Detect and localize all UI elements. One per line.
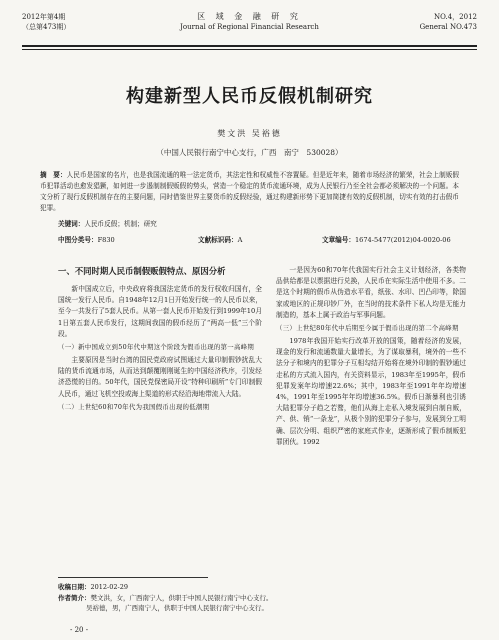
journal-name-en: Journal of Regional Financial Research	[180, 23, 319, 31]
abstract-label: 摘 要：	[40, 171, 67, 179]
page-number: - 20 -	[70, 626, 89, 634]
clc-value: F830	[97, 236, 115, 244]
paragraph: 一是因为60和70年代我国实行社会主义计划经济，各类物品供给都是以票据进行兑换，人民币在实际生活中使用不多。二是这个时期的假币从伪造水平看，纸张、水印、凹凸印等，除国家或地区的正规印钞厂外，在当时的技术条件下私人均是无能力制造的，基本上属于政治与军事问题。	[276, 266, 466, 319]
article-authors: 樊文洪 吴裕德	[217, 129, 282, 138]
journal-name	[22, 12, 477, 32]
abstract	[40, 170, 459, 214]
author-affiliation: （中国人民银行南宁中心支行，广西 南宁 530028）	[156, 148, 343, 157]
subsection-heading: （一）新中国成立到50年代中期这个阶段为假币出现的第一高峰期	[58, 343, 255, 352]
bio-first: 樊文洪，女，广西南宁人，供职于中国人民银行南宁中心支行。	[90, 593, 273, 602]
author-bio-second: 吴裕德，男，广西南宁人，供职于中国人民银行南宁中心支行。	[86, 604, 268, 612]
footnote	[58, 582, 273, 614]
paragraph: 1978年我国开始实行改革开放的国策，随着经济的发展，现金的发行和流通数量大量增长，为了谋取暴利，境外的一些不法分子和境内的犯罪分子互相勾结开始将在境外印制的假钞通过走私的方式流入国内，有关资料显示，1983年至1995年，假币犯罪发案年均增速22.6%；其中，1983年至1991年年均增速4%，1991年至1995年年均增速36.5%。假币日渐暴利也引诱大陆犯罪分子趋之若鹜，他们从海上走私入境发展到自制自贩，产、供、销“一条龙”，从极个别的犯罪分子参与，发展到分工明确、层次分明、组织严密的家庭式作业，逐渐形成了假币制贩犯罪团伙。1992	[276, 337, 466, 446]
issue-number: 2012年第4期	[22, 13, 66, 21]
paragraph: 主要原因是当时台湾的国民党政府试图通过大量印制假钞扰乱大陆的货币流通市场，从而达到颠覆刚刚诞生的中国经济秩序，引发经济恐慌的目的。50年代，国民党保密局开设“特种印刷所”专门印制假人民币，通过飞机空投或海上渠道的形式经沿海地带流入大陆。	[58, 356, 262, 398]
issue-number-en: NO.4，2012	[434, 13, 477, 21]
header-rule-thin	[22, 49, 477, 50]
abstract-text: 人民币是国家的名片，也是我国流通的唯一法定货币，其法定性和权威性不容置疑。但是近年来，随着市场经济的繁荣，社会上制贩假币犯罪活动也愈发猖獗，如何进一步遏制制假贩假的势头，营造一个稳定的货币流通环境，成为人民银行乃至全社会都必须解决的一个问题。本文分析了现行反假机制存在的主要问题，同时借鉴世界主要货币的反假经验，通过构建新形势下更加简捷有效的反假机制，切实有效的打击假币犯罪。	[40, 171, 459, 212]
received-date	[58, 582, 273, 593]
classification-line	[58, 234, 459, 244]
paragraph: 新中国成立后，中央政府将我国法定货币的发行权收归国有，全国统一发行人民币。自1948年12月1日开始发行统一的人民币以来，至今一共发行了5套人民币。从第一套人民币开始发行到1999年10月1日第五套人民币发行，这期间我国的假币经历了“两高一低”三个阶段。	[58, 285, 262, 338]
article-title: 构建新型人民币反假机制研究	[126, 86, 373, 107]
body-column-right	[276, 265, 466, 448]
section-heading: 一、不同时期人民币制假贩假特点、原因分析	[58, 266, 226, 276]
received-value: 2012-02-29	[90, 583, 128, 591]
running-header	[22, 8, 477, 42]
issue-total: （总第473期）	[22, 23, 71, 31]
art-label: 文章编号：	[322, 236, 355, 244]
journal-name-zh: 区 域 金 融 研 究	[197, 12, 302, 21]
article-number	[322, 234, 451, 244]
issue-total-en: General NO.473	[419, 23, 477, 31]
doc-value: A	[237, 236, 243, 244]
received-label: 收稿日期：	[58, 583, 91, 591]
issue-info-en	[420, 12, 477, 32]
clc-label: 中图分类号：	[58, 236, 98, 244]
art-value: 1674-5477(2012)04-0020-06	[354, 236, 451, 244]
footnote-rule	[58, 577, 208, 578]
subsection-heading: （二）上世纪60和70年代为我国假币出现的低潮期	[58, 402, 210, 411]
bio-label: 作者简介：	[58, 593, 91, 602]
clc-number	[58, 234, 115, 244]
doc-label: 文献标识码：	[198, 236, 238, 244]
header-rule-thick	[22, 45, 477, 47]
keywords	[58, 218, 157, 228]
subsection-heading: （三）上世纪80年代中后期至今属于假币出现的第二个高峰期	[276, 324, 459, 333]
author-bio	[58, 593, 273, 604]
body-column-left	[58, 265, 262, 415]
keywords-label: 关键词：	[58, 220, 85, 228]
keywords-text: 人民币反假；机制；研究	[84, 220, 157, 228]
document-code	[198, 234, 242, 244]
